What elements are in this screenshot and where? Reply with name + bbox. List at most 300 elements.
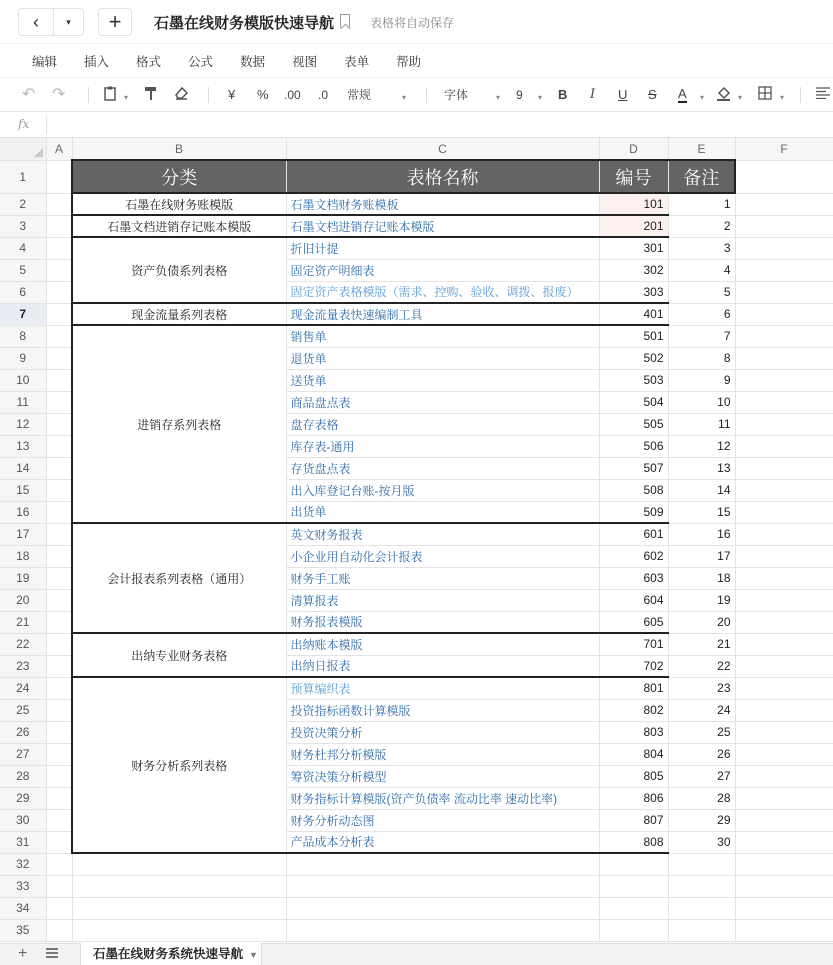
- code-cell[interactable]: 807: [599, 809, 668, 831]
- cell[interactable]: [46, 523, 72, 545]
- template-link[interactable]: 出纳账本模版: [286, 633, 599, 655]
- fill-color-caret-icon[interactable]: ▾: [738, 93, 743, 102]
- cell[interactable]: [46, 303, 72, 325]
- cell[interactable]: [735, 919, 833, 941]
- font-color-button[interactable]: A: [678, 86, 687, 101]
- cell[interactable]: [735, 853, 833, 875]
- header-code[interactable]: 编号: [599, 160, 668, 193]
- template-link[interactable]: 财务指标计算模版(资产负债率 流动比率 速动比率): [286, 787, 599, 809]
- cell[interactable]: [46, 853, 72, 875]
- cell[interactable]: [46, 831, 72, 853]
- note-cell[interactable]: 21: [668, 633, 735, 655]
- cell[interactable]: [46, 281, 72, 303]
- note-cell[interactable]: 15: [668, 501, 735, 523]
- column-header-d[interactable]: D: [599, 138, 668, 160]
- cell[interactable]: [668, 853, 735, 875]
- eraser-icon[interactable]: [174, 86, 189, 105]
- cell[interactable]: [599, 897, 668, 919]
- category-cell[interactable]: 现金流量系列表格: [72, 303, 286, 325]
- cell[interactable]: [668, 919, 735, 941]
- title-bar: [0, 0, 833, 44]
- template-link[interactable]: 固定资产表格模版（需求、控购、验收、调拨、报废）: [286, 281, 599, 303]
- cell[interactable]: [46, 435, 72, 457]
- font-family-caret-icon[interactable]: ▾: [496, 93, 501, 102]
- template-link[interactable]: 财务杜邦分析模版: [286, 743, 599, 765]
- cell[interactable]: [46, 589, 72, 611]
- row-number[interactable]: 13: [0, 435, 46, 457]
- menu-format[interactable]: 格式: [136, 54, 162, 69]
- cell-table[interactable]: [0, 138, 833, 942]
- row-number[interactable]: 9: [0, 347, 46, 369]
- cell[interactable]: [286, 853, 599, 875]
- code-cell[interactable]: 506: [599, 435, 668, 457]
- row-number[interactable]: 14: [0, 457, 46, 479]
- cell[interactable]: [46, 237, 72, 259]
- percent-button[interactable]: %: [257, 87, 269, 102]
- menu-insert[interactable]: 插入: [84, 54, 110, 69]
- menu-help[interactable]: 帮助: [396, 54, 422, 69]
- template-link[interactable]: 财务报表模版: [286, 611, 599, 633]
- cell[interactable]: [735, 765, 833, 787]
- template-link[interactable]: 财务分析动态图: [286, 809, 599, 831]
- category-cell[interactable]: 出纳专业财务表格: [72, 633, 286, 677]
- column-header-f[interactable]: F: [735, 138, 833, 160]
- cell[interactable]: [735, 721, 833, 743]
- code-cell[interactable]: 504: [599, 391, 668, 413]
- note-cell[interactable]: 23: [668, 677, 735, 699]
- code-cell[interactable]: 505: [599, 413, 668, 435]
- cell[interactable]: [46, 215, 72, 237]
- save-status: 表格将自动保存: [370, 16, 455, 30]
- template-link[interactable]: 投资决策分析: [286, 721, 599, 743]
- cell[interactable]: [668, 875, 735, 897]
- format-painter-icon[interactable]: [144, 86, 158, 106]
- row-number[interactable]: 3: [0, 215, 46, 237]
- fill-color-icon[interactable]: [716, 86, 732, 107]
- cell[interactable]: [46, 655, 72, 677]
- sheet-tab-label: 石墨在线财务系统快速导航: [93, 947, 244, 961]
- row-number[interactable]: 2: [0, 193, 46, 215]
- cell[interactable]: [46, 875, 72, 897]
- number-format-caret-icon[interactable]: ▾: [402, 93, 407, 102]
- cell[interactable]: [735, 479, 833, 501]
- note-cell[interactable]: 18: [668, 567, 735, 589]
- menu-edit[interactable]: 编辑: [32, 54, 58, 69]
- spreadsheet-grid[interactable]: [0, 138, 833, 943]
- document-title[interactable]: 石墨在线财务模版快速导航: [154, 15, 335, 32]
- row-number[interactable]: 12: [0, 413, 46, 435]
- cell[interactable]: [72, 919, 286, 941]
- row-number[interactable]: 22: [0, 633, 46, 655]
- cell[interactable]: [735, 545, 833, 567]
- cell[interactable]: [46, 633, 72, 655]
- align-icon[interactable]: [816, 86, 830, 104]
- header-category[interactable]: 分类: [72, 160, 286, 193]
- code-cell[interactable]: 802: [599, 699, 668, 721]
- cell[interactable]: [599, 853, 668, 875]
- template-link[interactable]: 现金流量表快速编制工具: [286, 303, 599, 325]
- cell[interactable]: [46, 325, 72, 347]
- font-size-caret-icon[interactable]: ▾: [538, 93, 543, 102]
- template-link[interactable]: 退货单: [286, 347, 599, 369]
- note-cell[interactable]: 4: [668, 259, 735, 281]
- menu-form[interactable]: 表单: [344, 54, 370, 69]
- cell[interactable]: [735, 787, 833, 809]
- cell[interactable]: [735, 193, 833, 215]
- template-link[interactable]: 折旧计提: [286, 237, 599, 259]
- row-number[interactable]: 34: [0, 897, 46, 919]
- code-cell[interactable]: 806: [599, 787, 668, 809]
- cell[interactable]: [46, 347, 72, 369]
- code-cell[interactable]: 701: [599, 633, 668, 655]
- column-header-row: [0, 138, 833, 160]
- note-cell[interactable]: 26: [668, 743, 735, 765]
- cell[interactable]: [599, 919, 668, 941]
- bold-button[interactable]: B: [558, 87, 568, 102]
- cell[interactable]: [735, 897, 833, 919]
- note-cell[interactable]: 22: [668, 655, 735, 677]
- cell[interactable]: [46, 743, 72, 765]
- cell[interactable]: [735, 655, 833, 677]
- row-number[interactable]: 27: [0, 743, 46, 765]
- table-row: [0, 677, 833, 699]
- cell[interactable]: [46, 611, 72, 633]
- row-number[interactable]: 28: [0, 765, 46, 787]
- cell[interactable]: [735, 523, 833, 545]
- note-cell[interactable]: 1: [668, 193, 735, 215]
- template-link[interactable]: 清算报表: [286, 589, 599, 611]
- cell[interactable]: [46, 677, 72, 699]
- row-number[interactable]: 5: [0, 259, 46, 281]
- cell[interactable]: [735, 303, 833, 325]
- row-number[interactable]: 25: [0, 699, 46, 721]
- cell[interactable]: [735, 160, 833, 193]
- note-cell[interactable]: 27: [668, 765, 735, 787]
- formula-bar: [0, 112, 833, 138]
- code-cell[interactable]: 302: [599, 259, 668, 281]
- table-row: [0, 303, 833, 325]
- cell[interactable]: [735, 215, 833, 237]
- row-number[interactable]: 20: [0, 589, 46, 611]
- category-cell[interactable]: 会计报表系列表格（通用）: [72, 523, 286, 633]
- template-link[interactable]: 小企业用自动化会计报表: [286, 545, 599, 567]
- select-all-corner[interactable]: [0, 138, 46, 160]
- cell[interactable]: [46, 919, 72, 941]
- code-cell[interactable]: 808: [599, 831, 668, 853]
- sheet-tab-bar: [0, 943, 833, 965]
- cell[interactable]: [735, 501, 833, 523]
- cell[interactable]: [735, 391, 833, 413]
- row-number[interactable]: 11: [0, 391, 46, 413]
- cell[interactable]: [735, 699, 833, 721]
- template-link[interactable]: 石墨文档财务账模板: [286, 193, 599, 215]
- header-note[interactable]: 备注: [668, 160, 735, 193]
- code-cell[interactable]: 603: [599, 567, 668, 589]
- row-number[interactable]: 23: [0, 655, 46, 677]
- redo-icon[interactable]: ↷: [52, 86, 66, 103]
- menu-view[interactable]: 视图: [292, 54, 318, 69]
- cell[interactable]: [46, 567, 72, 589]
- cell[interactable]: [46, 259, 72, 281]
- formula-input[interactable]: [54, 117, 814, 133]
- row-number[interactable]: 35: [0, 919, 46, 941]
- table-row: [0, 919, 833, 941]
- row-number[interactable]: 18: [0, 545, 46, 567]
- code-cell[interactable]: 509: [599, 501, 668, 523]
- template-link[interactable]: 出入库登记台账-按月版: [286, 479, 599, 501]
- cell[interactable]: [735, 743, 833, 765]
- cell[interactable]: [735, 325, 833, 347]
- toolbar-divider: [208, 87, 209, 103]
- cell[interactable]: [46, 545, 72, 567]
- cell[interactable]: [72, 853, 286, 875]
- remove-decimal-button[interactable]: .0: [318, 88, 329, 102]
- code-cell[interactable]: 503: [599, 369, 668, 391]
- borders-icon[interactable]: [758, 86, 772, 105]
- cell[interactable]: [286, 897, 599, 919]
- toolbar-divider: [800, 87, 801, 103]
- table-row: [0, 237, 833, 259]
- sheet-tab[interactable]: [80, 943, 262, 965]
- table-row: [0, 193, 833, 215]
- row-number[interactable]: 6: [0, 281, 46, 303]
- table-row: [0, 853, 833, 875]
- note-cell[interactable]: 19: [668, 589, 735, 611]
- row-number[interactable]: 26: [0, 721, 46, 743]
- row-number[interactable]: 17: [0, 523, 46, 545]
- header-name[interactable]: 表格名称: [286, 160, 599, 193]
- toolbar-divider: [426, 87, 427, 103]
- row-number[interactable]: 15: [0, 479, 46, 501]
- row-number[interactable]: 1: [0, 160, 46, 193]
- add-sheet-icon[interactable]: +: [18, 945, 28, 962]
- row-number[interactable]: 4: [0, 237, 46, 259]
- template-link[interactable]: 盘存表格: [286, 413, 599, 435]
- cell[interactable]: [46, 897, 72, 919]
- fx-icon: fx: [18, 117, 30, 131]
- row-number[interactable]: 7: [0, 303, 46, 325]
- note-cell[interactable]: 11: [668, 413, 735, 435]
- code-cell[interactable]: 602: [599, 545, 668, 567]
- note-cell[interactable]: 9: [668, 369, 735, 391]
- italic-button[interactable]: I: [590, 87, 596, 102]
- note-cell[interactable]: 14: [668, 479, 735, 501]
- font-size-select[interactable]: 9: [516, 88, 523, 102]
- cell[interactable]: [735, 831, 833, 853]
- cell[interactable]: [46, 391, 72, 413]
- cell[interactable]: [735, 633, 833, 655]
- cell[interactable]: [735, 611, 833, 633]
- code-cell[interactable]: 605: [599, 611, 668, 633]
- font-family-select[interactable]: 字体: [444, 88, 469, 102]
- category-cell[interactable]: 资产负债系列表格: [72, 237, 286, 303]
- note-cell[interactable]: 6: [668, 303, 735, 325]
- row-number[interactable]: 31: [0, 831, 46, 853]
- formula-divider: [46, 116, 47, 134]
- code-cell[interactable]: 101: [599, 193, 668, 215]
- back-button-group[interactable]: [18, 8, 84, 36]
- note-cell[interactable]: 20: [668, 611, 735, 633]
- category-cell[interactable]: 财务分析系列表格: [72, 677, 286, 853]
- row-number[interactable]: 30: [0, 809, 46, 831]
- template-link[interactable]: 商品盘点表: [286, 391, 599, 413]
- cell[interactable]: [735, 369, 833, 391]
- paste-icon[interactable]: [104, 86, 118, 106]
- cell[interactable]: [735, 281, 833, 303]
- code-cell[interactable]: 401: [599, 303, 668, 325]
- category-cell[interactable]: 进销存系列表格: [72, 325, 286, 523]
- cell[interactable]: [599, 875, 668, 897]
- cell[interactable]: [46, 369, 72, 391]
- code-cell[interactable]: 303: [599, 281, 668, 303]
- currency-button[interactable]: ¥: [228, 87, 236, 102]
- template-link[interactable]: 出纳日报表: [286, 655, 599, 677]
- row-number[interactable]: 19: [0, 567, 46, 589]
- code-cell[interactable]: 502: [599, 347, 668, 369]
- number-format-select[interactable]: 常规: [347, 88, 372, 102]
- cell[interactable]: [735, 457, 833, 479]
- borders-caret-icon[interactable]: ▾: [780, 93, 785, 102]
- cell[interactable]: [46, 479, 72, 501]
- chevron-down-icon[interactable]: ▾: [66, 17, 71, 27]
- add-decimal-button[interactable]: .00: [284, 88, 301, 102]
- cell[interactable]: [286, 919, 599, 941]
- bookmark-icon[interactable]: [340, 14, 350, 28]
- column-header-c[interactable]: C: [286, 138, 599, 160]
- cell[interactable]: [668, 897, 735, 919]
- column-header-a[interactable]: A: [46, 138, 72, 160]
- row-number[interactable]: 10: [0, 369, 46, 391]
- template-link[interactable]: 预算编织表: [286, 677, 599, 699]
- chevron-down-icon[interactable]: ▼: [249, 950, 258, 960]
- cell[interactable]: [735, 677, 833, 699]
- template-link[interactable]: 库存表-通用: [286, 435, 599, 457]
- cell[interactable]: [46, 787, 72, 809]
- cell[interactable]: [735, 413, 833, 435]
- row-number[interactable]: 8: [0, 325, 46, 347]
- back-icon[interactable]: ‹: [19, 9, 54, 35]
- row-number[interactable]: 32: [0, 853, 46, 875]
- code-cell[interactable]: 601: [599, 523, 668, 545]
- row-number[interactable]: 33: [0, 875, 46, 897]
- code-cell[interactable]: 803: [599, 721, 668, 743]
- toolbar: [0, 78, 833, 112]
- category-cell[interactable]: 石墨在线财务账模版: [72, 193, 286, 215]
- cell[interactable]: [46, 699, 72, 721]
- column-header-b[interactable]: B: [72, 138, 286, 160]
- note-cell[interactable]: 13: [668, 457, 735, 479]
- code-cell[interactable]: 702: [599, 655, 668, 677]
- code-cell[interactable]: 507: [599, 457, 668, 479]
- template-link[interactable]: 销售单: [286, 325, 599, 347]
- cell[interactable]: [46, 193, 72, 215]
- cell[interactable]: [46, 765, 72, 787]
- note-cell[interactable]: 17: [668, 545, 735, 567]
- code-cell[interactable]: 508: [599, 479, 668, 501]
- note-cell[interactable]: 5: [668, 281, 735, 303]
- cell[interactable]: [735, 809, 833, 831]
- code-cell[interactable]: 801: [599, 677, 668, 699]
- strikethrough-button[interactable]: S: [648, 87, 657, 102]
- paste-caret-icon[interactable]: ▾: [124, 93, 129, 102]
- note-cell[interactable]: 29: [668, 809, 735, 831]
- cell[interactable]: [735, 435, 833, 457]
- category-cell[interactable]: 石墨文档进销存记账本模版: [72, 215, 286, 237]
- toolbar-divider: [88, 87, 89, 103]
- cell[interactable]: [286, 875, 599, 897]
- cell[interactable]: [46, 160, 72, 193]
- table-row: [0, 215, 833, 237]
- cell[interactable]: [735, 237, 833, 259]
- code-cell[interactable]: 501: [599, 325, 668, 347]
- template-link[interactable]: 送货单: [286, 369, 599, 391]
- template-link[interactable]: 英文财务报表: [286, 523, 599, 545]
- note-cell[interactable]: 8: [668, 347, 735, 369]
- note-cell[interactable]: 24: [668, 699, 735, 721]
- cell[interactable]: [735, 347, 833, 369]
- cell[interactable]: [735, 875, 833, 897]
- note-cell[interactable]: 28: [668, 787, 735, 809]
- cell[interactable]: [72, 875, 286, 897]
- template-link[interactable]: 投资指标函数计算模版: [286, 699, 599, 721]
- cell[interactable]: [46, 413, 72, 435]
- note-cell[interactable]: 7: [668, 325, 735, 347]
- note-cell[interactable]: 10: [668, 391, 735, 413]
- font-color-caret-icon[interactable]: ▾: [700, 93, 705, 102]
- code-cell[interactable]: 201: [599, 215, 668, 237]
- cell[interactable]: [46, 501, 72, 523]
- menu-formula[interactable]: 公式: [188, 54, 214, 69]
- cell[interactable]: [72, 897, 286, 919]
- cell[interactable]: [46, 809, 72, 831]
- template-link[interactable]: 筹资决策分析模型: [286, 765, 599, 787]
- cell[interactable]: [735, 567, 833, 589]
- row-number[interactable]: 16: [0, 501, 46, 523]
- code-cell[interactable]: 604: [599, 589, 668, 611]
- template-link[interactable]: 固定资产明细表: [286, 259, 599, 281]
- undo-icon[interactable]: ↶: [22, 86, 36, 103]
- column-header-e[interactable]: E: [668, 138, 735, 160]
- template-link[interactable]: 财务手工账: [286, 567, 599, 589]
- code-cell[interactable]: 805: [599, 765, 668, 787]
- table-row: [0, 897, 833, 919]
- template-link[interactable]: 出货单: [286, 501, 599, 523]
- template-link[interactable]: 产品成本分析表: [286, 831, 599, 853]
- note-cell[interactable]: 12: [668, 435, 735, 457]
- cell[interactable]: [46, 457, 72, 479]
- template-link[interactable]: 存货盘点表: [286, 457, 599, 479]
- cell[interactable]: [735, 589, 833, 611]
- note-cell[interactable]: 3: [668, 237, 735, 259]
- note-cell[interactable]: 25: [668, 721, 735, 743]
- row-number[interactable]: 21: [0, 611, 46, 633]
- sheet-list-icon[interactable]: [46, 948, 58, 958]
- row-number[interactable]: 29: [0, 787, 46, 809]
- template-link[interactable]: 石墨文档进销存记账本模版: [286, 215, 599, 237]
- table-row: [0, 875, 833, 897]
- add-icon[interactable]: +: [98, 8, 132, 36]
- cell[interactable]: [735, 259, 833, 281]
- row-number[interactable]: 24: [0, 677, 46, 699]
- underline-button[interactable]: U: [618, 87, 628, 102]
- code-cell[interactable]: 804: [599, 743, 668, 765]
- cell[interactable]: [46, 721, 72, 743]
- note-cell[interactable]: 30: [668, 831, 735, 853]
- note-cell[interactable]: 2: [668, 215, 735, 237]
- code-cell[interactable]: 301: [599, 237, 668, 259]
- note-cell[interactable]: 16: [668, 523, 735, 545]
- menu-data[interactable]: 数据: [240, 54, 266, 69]
